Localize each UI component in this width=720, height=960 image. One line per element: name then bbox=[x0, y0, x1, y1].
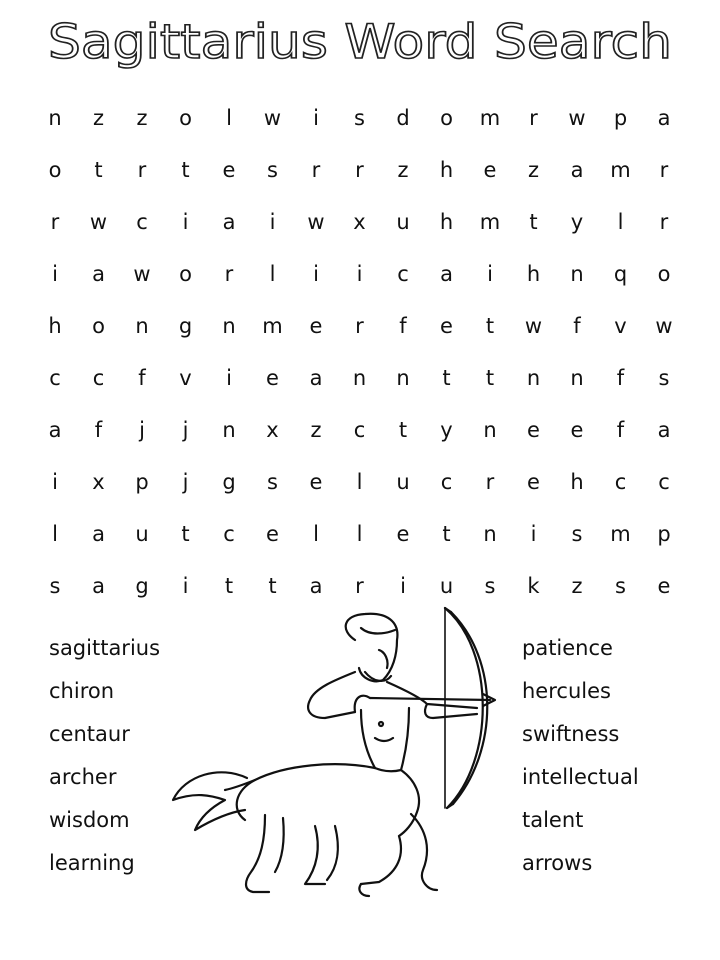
grid-letter: y bbox=[570, 210, 584, 234]
grid-letter: l bbox=[52, 522, 58, 546]
grid-letter: r bbox=[355, 574, 364, 598]
grid-letter: s bbox=[267, 470, 278, 494]
grid-letter: e bbox=[440, 314, 453, 338]
grid-letter: l bbox=[226, 106, 232, 130]
grid-letter: n bbox=[222, 418, 236, 442]
grid-letter: h bbox=[526, 262, 541, 286]
grid-letter: z bbox=[527, 158, 540, 182]
grid-letter: l bbox=[313, 522, 319, 546]
word-list-right bbox=[522, 630, 639, 888]
grid-letter: o bbox=[440, 106, 453, 130]
grid-letter: a bbox=[440, 262, 453, 286]
grid-letter: w bbox=[89, 210, 108, 234]
page-title bbox=[0, 0, 720, 80]
letter-grid bbox=[33, 92, 687, 612]
grid-letter: c bbox=[440, 470, 453, 494]
grid-letter: n bbox=[48, 106, 62, 130]
grid-letter: r bbox=[311, 158, 321, 182]
word-list-item: centaur bbox=[49, 722, 130, 746]
grid-letter: n bbox=[570, 366, 584, 390]
grid-letter: m bbox=[479, 106, 501, 130]
grid-letter: x bbox=[266, 418, 279, 442]
grid-letter: c bbox=[353, 418, 366, 442]
grid-letter: e bbox=[396, 522, 410, 546]
grid-letter: z bbox=[92, 106, 105, 130]
grid-letter: t bbox=[181, 158, 190, 182]
grid-letter: u bbox=[396, 210, 410, 234]
grid-letter: t bbox=[442, 522, 451, 546]
grid-letter: o bbox=[48, 158, 62, 182]
grid-letter: n bbox=[396, 366, 410, 390]
grid-letter: f bbox=[573, 314, 581, 338]
grid-letter: o bbox=[92, 314, 105, 338]
grid-letter: e bbox=[527, 470, 540, 494]
word-list-item: arrows bbox=[522, 851, 593, 875]
grid-letter: r bbox=[224, 262, 234, 286]
grid-letter: e bbox=[570, 418, 584, 442]
grid-letter: c bbox=[614, 470, 627, 494]
grid-letter: c bbox=[397, 262, 409, 286]
grid-letter: g bbox=[222, 470, 236, 494]
grid-letter: g bbox=[178, 314, 193, 338]
grid-letter: r bbox=[659, 210, 669, 234]
grid-letter: c bbox=[92, 366, 105, 390]
grid-letter: e bbox=[309, 314, 323, 338]
grid-letter: a bbox=[92, 574, 105, 598]
grid-letter: l bbox=[356, 522, 363, 546]
grid-letter: m bbox=[610, 158, 631, 182]
grid-letter: p bbox=[613, 106, 628, 130]
grid-letter: f bbox=[616, 366, 625, 390]
grid-letter: a bbox=[309, 574, 323, 598]
word-list-item: sagittarius bbox=[49, 636, 161, 660]
grid-letter: z bbox=[136, 106, 148, 130]
grid-letter: i bbox=[487, 262, 493, 286]
grid-letter: n bbox=[222, 314, 236, 338]
grid-letter: a bbox=[92, 262, 105, 286]
title-text: Sagittarius Word Search bbox=[48, 15, 672, 70]
grid-letter: n bbox=[483, 522, 497, 546]
grid-letter: j bbox=[182, 470, 189, 494]
grid-letter: t bbox=[398, 418, 408, 442]
word-list-item: chiron bbox=[49, 679, 115, 703]
grid-letter: w bbox=[133, 262, 151, 286]
grid-letter: w bbox=[263, 106, 282, 130]
grid-letter: a bbox=[222, 210, 236, 234]
grid-letter: u bbox=[135, 522, 149, 546]
grid-letter: q bbox=[613, 262, 628, 286]
grid-letter: h bbox=[439, 158, 454, 182]
grid-letter: t bbox=[485, 314, 495, 338]
grid-letter: o bbox=[179, 106, 192, 130]
grid-letter: i bbox=[356, 262, 363, 286]
grid-letter: v bbox=[179, 366, 192, 390]
grid-letter: s bbox=[354, 106, 365, 130]
grid-letter: l bbox=[356, 470, 363, 494]
grid-letter: i bbox=[52, 470, 58, 494]
grid-letter: t bbox=[181, 522, 190, 546]
grid-letter: c bbox=[136, 210, 148, 234]
grid-letter: w bbox=[568, 106, 586, 130]
grid-letter: s bbox=[267, 158, 278, 182]
grid-letter: e bbox=[266, 366, 279, 390]
grid-letter: r bbox=[355, 158, 364, 182]
grid-letter: m bbox=[479, 210, 501, 234]
grid-letter: t bbox=[485, 366, 495, 390]
grid-letter: r bbox=[529, 106, 538, 130]
grid-letter: e bbox=[309, 470, 323, 494]
word-list-item: wisdom bbox=[49, 808, 130, 832]
grid-letter: i bbox=[182, 574, 189, 598]
grid-letter: e bbox=[266, 522, 279, 546]
grid-letter: i bbox=[313, 106, 319, 130]
grid-letter: c bbox=[49, 366, 61, 390]
word-list-item: talent bbox=[522, 808, 584, 832]
grid-letter: h bbox=[439, 210, 454, 234]
grid-letter: u bbox=[439, 574, 454, 598]
grid-letter: i bbox=[182, 210, 189, 234]
grid-letter: s bbox=[658, 366, 670, 390]
grid-letter: w bbox=[655, 314, 673, 338]
grid-letter: r bbox=[50, 210, 60, 234]
grid-letter: g bbox=[135, 574, 149, 598]
grid-letter: y bbox=[440, 418, 453, 442]
grid-letter: n bbox=[483, 418, 497, 442]
grid-letter: p bbox=[135, 470, 149, 494]
grid-letter: a bbox=[657, 418, 671, 442]
grid-letter: c bbox=[223, 522, 235, 546]
grid-letter: i bbox=[313, 262, 319, 286]
grid-letter: e bbox=[527, 418, 540, 442]
grid-letter: s bbox=[615, 574, 626, 598]
grid-letter: t bbox=[224, 574, 234, 598]
grid-letter: h bbox=[570, 470, 584, 494]
grid-letter: f bbox=[616, 418, 625, 442]
grid-letter: z bbox=[571, 574, 583, 598]
grid-letter: k bbox=[527, 574, 540, 598]
grid-letter: a bbox=[657, 106, 671, 130]
word-list-item: archer bbox=[49, 765, 117, 789]
word-list-item: hercules bbox=[522, 679, 611, 703]
grid-letter: d bbox=[396, 106, 410, 130]
grid-letter: n bbox=[352, 366, 367, 390]
grid-letter: t bbox=[442, 366, 451, 390]
grid-letter: e bbox=[657, 574, 671, 598]
grid-letter: n bbox=[526, 366, 541, 390]
grid-letter: f bbox=[94, 418, 103, 442]
grid-letter: j bbox=[139, 418, 145, 442]
grid-letter: i bbox=[530, 522, 537, 546]
grid-letter: r bbox=[659, 158, 669, 182]
grid-letter: e bbox=[222, 158, 236, 182]
grid-letter: a bbox=[570, 158, 584, 182]
grid-letter: s bbox=[49, 574, 61, 598]
grid-letter: n bbox=[570, 262, 584, 286]
grid-letter: p bbox=[657, 522, 671, 546]
grid-letter: l bbox=[269, 262, 276, 286]
grid-letter: z bbox=[310, 418, 322, 442]
grid-letter: a bbox=[309, 366, 323, 390]
grid-letter: o bbox=[657, 262, 671, 286]
grid-letter: a bbox=[92, 522, 105, 546]
grid-letter: w bbox=[307, 210, 325, 234]
word-list-left bbox=[49, 630, 160, 888]
word-list-item: intellectual bbox=[522, 765, 639, 789]
grid-letter: r bbox=[355, 314, 364, 338]
grid-letter: s bbox=[571, 522, 583, 546]
grid-letter: f bbox=[138, 366, 146, 390]
grid-letter: f bbox=[399, 314, 407, 338]
grid-letter: r bbox=[485, 470, 495, 494]
grid-letter: e bbox=[483, 158, 497, 182]
grid-letter: m bbox=[610, 522, 631, 546]
grid-letter: v bbox=[614, 314, 627, 338]
word-list-item: patience bbox=[522, 636, 613, 660]
grid-letter: h bbox=[48, 314, 62, 338]
grid-letter: l bbox=[617, 210, 624, 234]
grid-letter: i bbox=[52, 262, 58, 286]
grid-letter: n bbox=[135, 314, 149, 338]
grid-letter: x bbox=[353, 210, 366, 234]
grid-letter: r bbox=[137, 158, 147, 182]
grid-letter: a bbox=[48, 418, 62, 442]
grid-letter: c bbox=[658, 470, 670, 494]
grid-letter: o bbox=[179, 262, 192, 286]
grid-letter: j bbox=[182, 418, 189, 442]
grid-letter: m bbox=[262, 314, 283, 338]
word-list-item: swiftness bbox=[522, 722, 620, 746]
grid-letter: i bbox=[400, 574, 406, 598]
grid-letter: z bbox=[397, 158, 409, 182]
grid-letter: u bbox=[396, 470, 410, 494]
grid-letter: t bbox=[268, 574, 277, 598]
grid-letter: i bbox=[269, 210, 276, 234]
centaur-archer-icon bbox=[165, 600, 525, 920]
word-list-item: learning bbox=[49, 851, 135, 875]
grid-letter: x bbox=[92, 470, 105, 494]
grid-letter: i bbox=[226, 366, 232, 390]
grid-letter: w bbox=[524, 314, 543, 338]
grid-letter: s bbox=[484, 574, 496, 598]
grid-letter: t bbox=[529, 210, 538, 234]
grid-letter: t bbox=[94, 158, 103, 182]
